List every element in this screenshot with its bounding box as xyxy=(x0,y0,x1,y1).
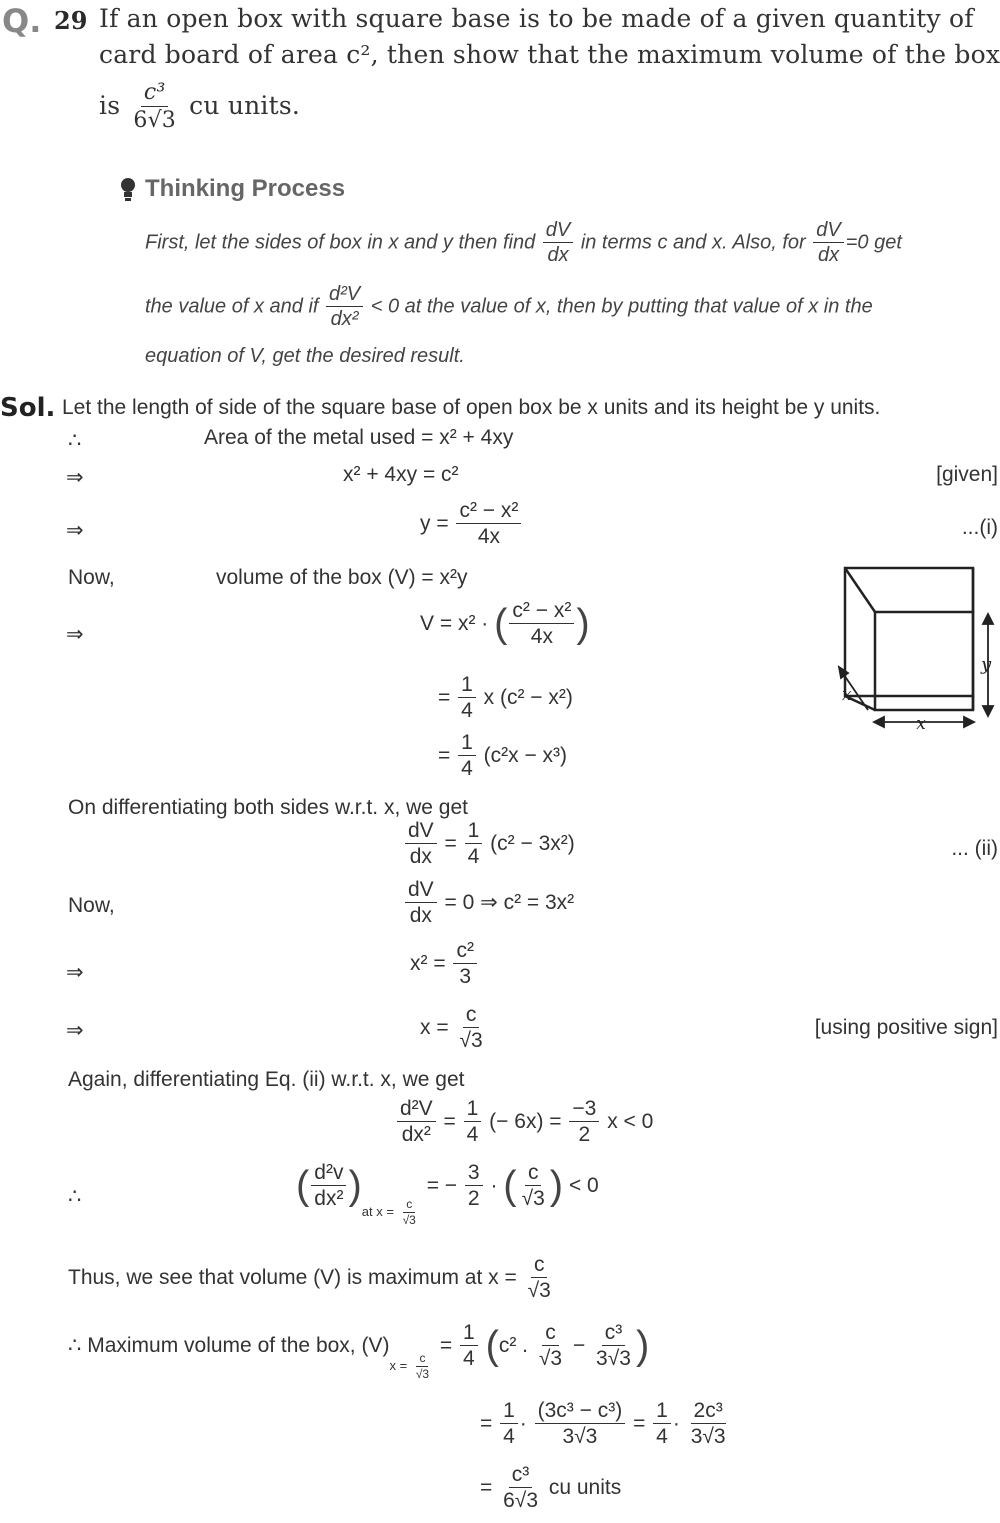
tag-ii: ... (ii) xyxy=(951,837,998,860)
thinking-line-1: First, let the sides of box in x and y then find $\frac{dV}{dx}$ in terms c and x. Also, for $\frac{dV}{dx}$ =0 get xyxy=(145,219,902,266)
again-text: Again, differentiating Eq. (ii) w.r.t. x, we get xyxy=(68,1068,465,1091)
question-label: Q. xyxy=(2,2,42,40)
x-equation: x = $\frac{c}{√3}$ xyxy=(420,1003,483,1053)
second-derivative-at-point: ( $\frac{\text{d²v}}{\text{dx²}}$ )$_{at x = \frac{c}{√3}}$ = − $\frac{3}{2}$ · ( $\frac{c}{√3}$ ) < 0 xyxy=(296,1161,599,1227)
thinking-line-3: equation of V, get the desired result. xyxy=(145,345,465,367)
question-line-3: is $\frac{\text{c³}}{6√3}$ cu units. xyxy=(99,80,301,134)
given-equation: x² + 4xy = c² xyxy=(343,463,459,486)
now-label: Now, xyxy=(68,894,115,917)
thinking-process-title: Thinking Process xyxy=(145,175,346,202)
y-equation: y = $\frac{\text{c² − x²}}{4x}$ xyxy=(420,498,523,550)
label-x-bottom: x xyxy=(916,714,926,734)
v-equation: V = x² · ( $\frac{\text{c² − x²}}{4x}$ ) xyxy=(420,599,590,649)
therefore-symbol: ∴ xyxy=(68,429,82,452)
tag-positive-sign: [using positive sign] xyxy=(814,1016,998,1039)
area-equation: Area of the metal used = x² + 4xy xyxy=(204,426,514,449)
tag-given: [given] xyxy=(936,463,998,486)
thinking-line-2: the value of x and if $\frac{\text{d²V}}{\text{dx²}}$ < 0 at the value of x, then by putting that value of x in the xyxy=(145,283,873,330)
solution-label: Sol. xyxy=(0,393,56,423)
therefore-symbol: ∴ xyxy=(68,1185,82,1208)
max-volume-result: = $\frac{\text{c³}}{6√3}$ cu units xyxy=(480,1463,622,1513)
dv-dx-equation: $\frac{dV}{dx}$ = $\frac{1}{4}$ (c² − 3x²) xyxy=(403,818,575,870)
question-line-2: card board of area c², then show that the maximum volume of the box xyxy=(99,40,1000,69)
label-y: y xyxy=(981,654,992,675)
implies-symbol: ⇒ xyxy=(66,519,84,542)
x-squared-equation: x² = $\frac{\text{c²}}{3}$ xyxy=(410,938,479,990)
max-volume-step: = $\frac{1}{4}$ · $\frac{\text{(3c³ − c³)}}{3√3}$ = $\frac{1}{4}$ · $\frac{\text{2c³}}{3√3}$ xyxy=(480,1399,726,1449)
volume-definition: volume of the box (V) = x²y xyxy=(216,566,468,589)
thus-text: Thus, we see that volume (V) is maximum at x = $\frac{c}{√3}$ xyxy=(68,1253,551,1303)
v-step-2: = $\frac{1}{4}$ (c²x − x³) xyxy=(438,731,568,781)
second-derivative-equation: $\frac{\text{d²V}}{\text{dx²}}$ = $\frac{1}{4}$ (− 6x) = $\frac{-3}{2}$ x < 0 xyxy=(395,1096,653,1148)
label-x-side: x xyxy=(842,685,852,705)
implies-symbol: ⇒ xyxy=(66,1019,84,1042)
now-label: Now, xyxy=(68,566,115,589)
solution-intro: Let the length of side of the square base of open box be x units and its height be y units. xyxy=(62,396,881,419)
implies-symbol: ⇒ xyxy=(66,466,84,489)
tag-i: ...(i) xyxy=(961,516,998,539)
implies-symbol: ⇒ xyxy=(66,961,84,984)
v-step-1: = $\frac{1}{4}$ x (c² − x²) xyxy=(438,673,573,723)
implies-symbol: ⇒ xyxy=(66,623,84,646)
dv-zero-equation: $\frac{dV}{dx}$ = 0 ⇒ c² = 3x² xyxy=(403,877,574,929)
question-line-1: If an open box with square base is to be made of a given quantity of xyxy=(99,4,974,33)
bulb-icon xyxy=(120,177,136,209)
differentiate-text: On differentiating both sides w.r.t. x, we get xyxy=(68,796,469,819)
question-number: 29 xyxy=(54,6,88,35)
box-diagram xyxy=(830,560,1000,740)
max-volume-line: ∴ Maximum volume of the box, $(V)_{x = \frac{c}{√3}}$ = $\frac{1}{4}$ (c² . $\frac{c}{√3}$ − $\frac{\text{c³}}{3√3}$ ) xyxy=(68,1321,650,1381)
